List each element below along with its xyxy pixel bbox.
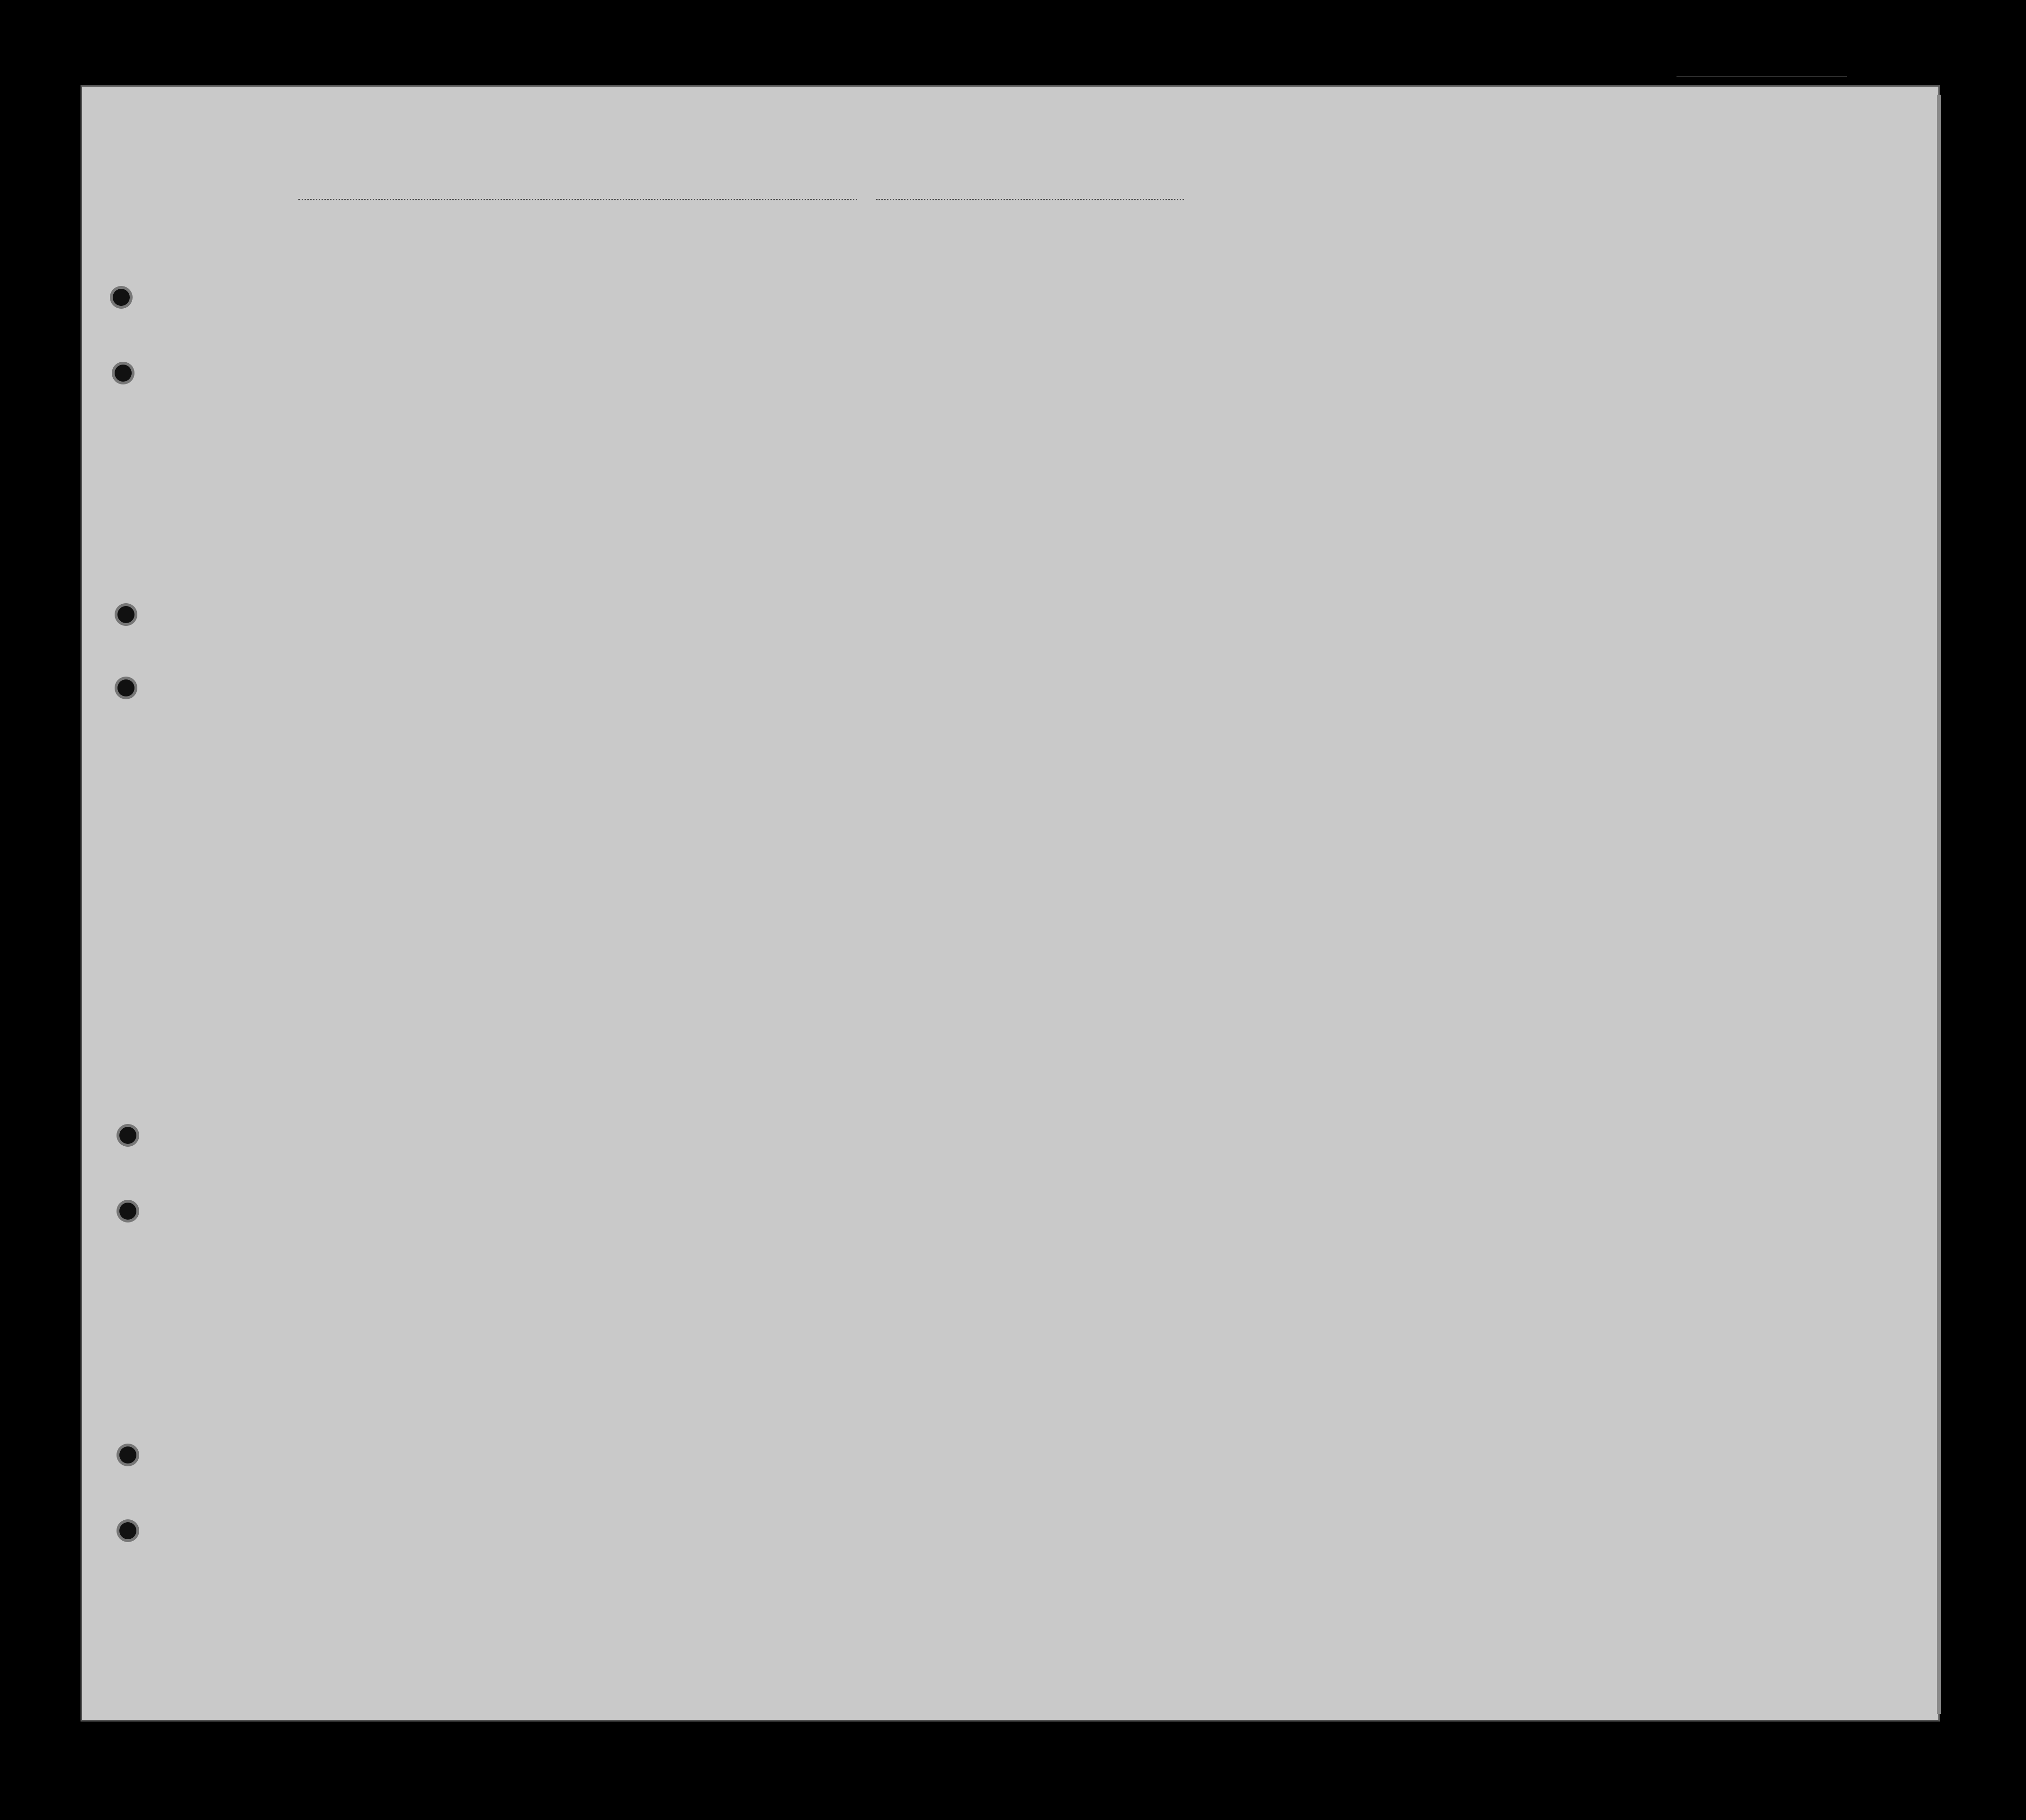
binder-hole (115, 365, 132, 382)
binder-hole (113, 289, 130, 306)
binder-hole (119, 1522, 136, 1539)
binder-hole (119, 1127, 136, 1144)
binder-hole (117, 679, 134, 696)
binder-hole (119, 1203, 136, 1220)
binder-hole (119, 1446, 136, 1463)
binder-hole (117, 606, 134, 623)
